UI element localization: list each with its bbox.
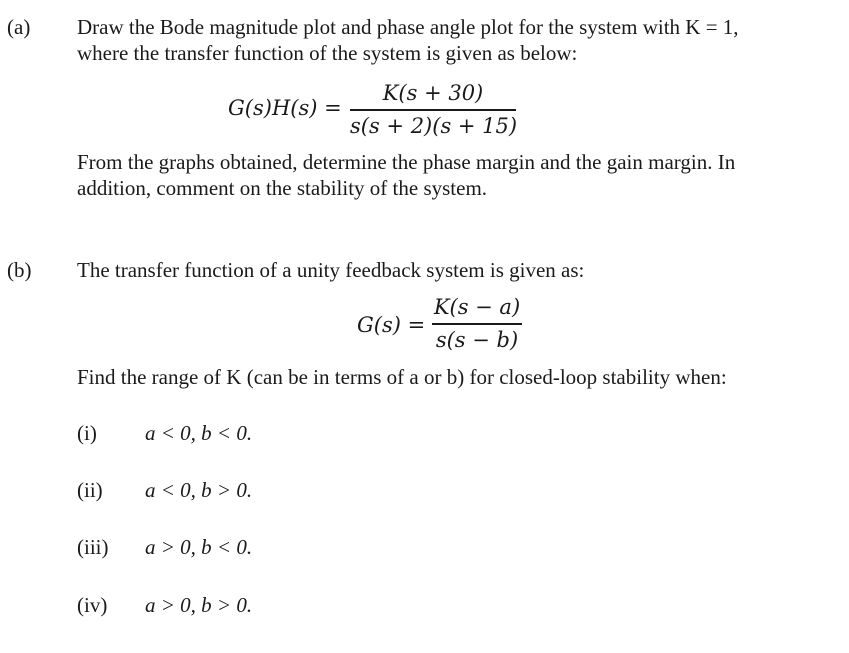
part-a-line-1: Draw the Bode magnitude plot and phase angle plot for the system with K = 1, bbox=[77, 15, 739, 39]
case-iv-condition: a > 0, b > 0. bbox=[145, 593, 253, 617]
case-i-condition: a < 0, b < 0. bbox=[145, 421, 253, 445]
part-b-line-1: The transfer function of a unity feedback system is given as: bbox=[77, 258, 585, 282]
part-b-equation-numerator: K(s − a) bbox=[433, 295, 521, 319]
part-b-label: (b) bbox=[7, 258, 32, 282]
part-a-fraction-bar bbox=[350, 109, 516, 111]
part-b-line-2: Find the range of K (can be in terms of a or b) for closed-loop stability when: bbox=[77, 365, 727, 389]
part-b-equation-denominator: s(s − b) bbox=[435, 328, 519, 352]
part-a-line-4: addition, comment on the stability of the system. bbox=[77, 176, 488, 200]
case-i-label: (i) bbox=[77, 421, 97, 445]
part-a-line-3: From the graphs obtained, determine the phase margin and the gain margin. In bbox=[77, 150, 736, 174]
part-b-fraction-bar bbox=[432, 323, 522, 325]
part-a-equation-lhs: G(s)H(s) = bbox=[228, 96, 342, 120]
case-iv-label: (iv) bbox=[77, 593, 108, 617]
part-a-label: (a) bbox=[7, 15, 31, 39]
case-iii-label: (iii) bbox=[77, 535, 109, 559]
part-a-equation-denominator: s(s + 2)(s + 15) bbox=[350, 114, 518, 138]
part-a-equation-numerator: K(s + 30) bbox=[382, 81, 484, 105]
part-b-equation-lhs: G(s) = bbox=[357, 313, 426, 337]
part-a-line-2: where the transfer function of the system is given as below: bbox=[77, 41, 578, 65]
case-ii-label: (ii) bbox=[77, 478, 103, 502]
case-ii-condition: a < 0, b > 0. bbox=[145, 478, 253, 502]
case-iii-condition: a > 0, b < 0. bbox=[145, 535, 253, 559]
